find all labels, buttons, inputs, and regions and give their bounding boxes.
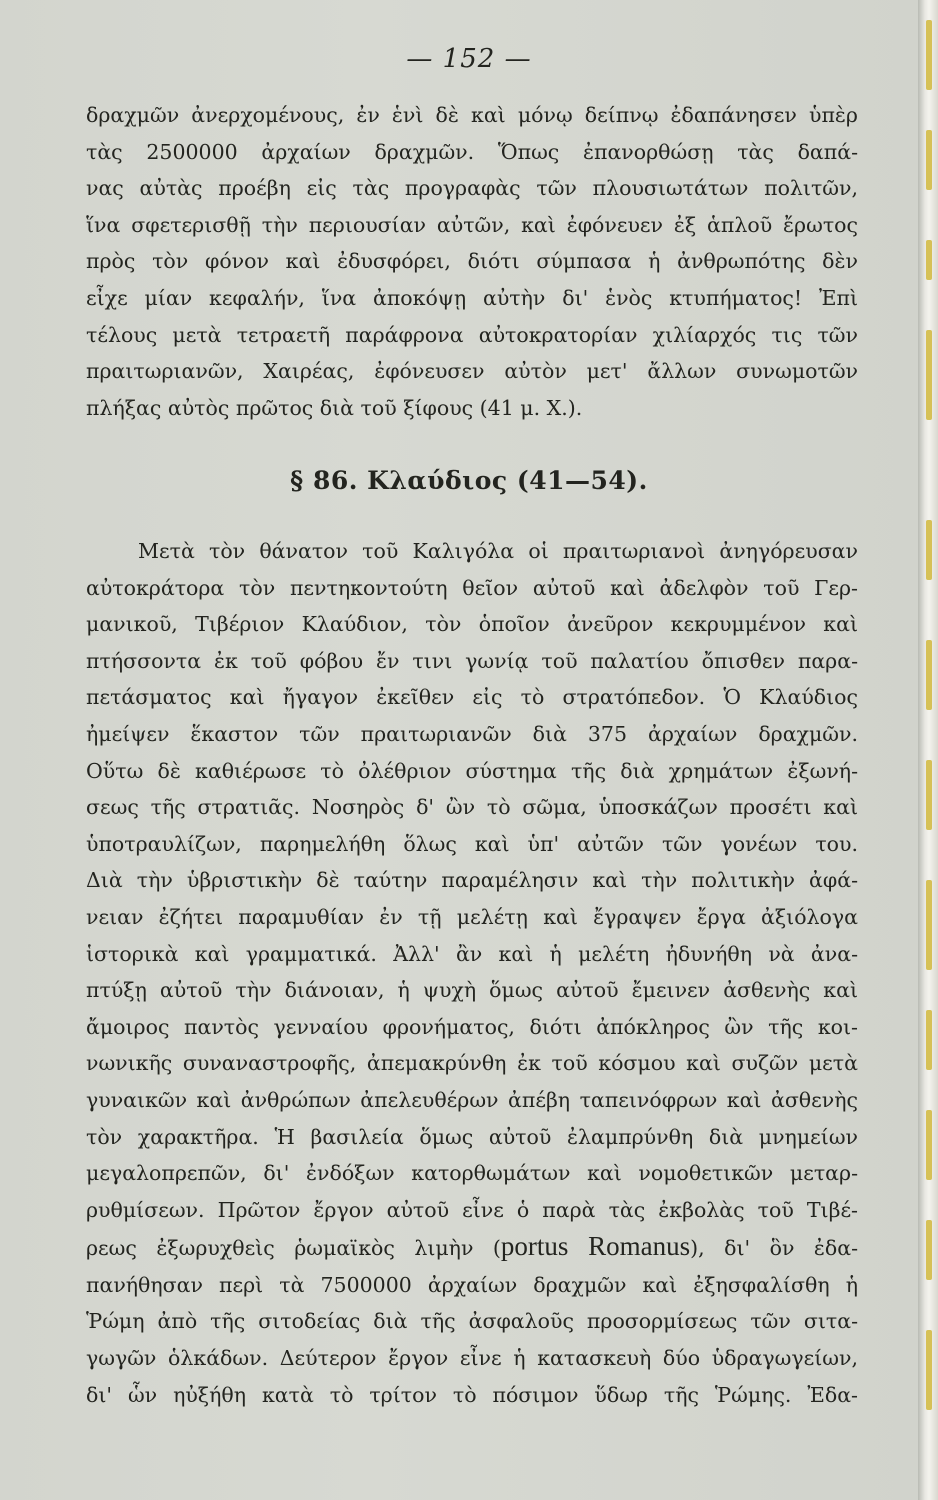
edge-mark bbox=[926, 880, 932, 970]
text-line: Διὰ τὴν ὑβριστικὴν δὲ ταύτην παραμέλησιν καὶ τὴν πολιτικὴν ἀφά- bbox=[86, 868, 858, 893]
text-line: δι' ὧν ηὐξήθη κατὰ τὸ τρίτον τὸ πόσιμον ὕδωρ τῆς Ῥώμης. Ἐδα- bbox=[86, 1382, 858, 1407]
page-edge bbox=[918, 0, 938, 1500]
text-line: νειαν ἐζήτει παραμυθίαν ἐν τῇ μελέτῃ καὶ ἔγραψεν ἔργα ἀξιόλογα bbox=[86, 904, 858, 929]
text-line: νωνικῆς συναναστροφῆς, ἀπεμακρύνθη ἐκ τοῦ κόσμου καὶ συζῶν μετὰ bbox=[86, 1051, 858, 1076]
text-line: Μετὰ τὸν θάνατον τοῦ Καλιγόλα οἱ πραιτωριανοὶ ἀνηγόρευσαν bbox=[138, 539, 858, 563]
edge-mark bbox=[926, 130, 932, 190]
text-line: δραχμῶν ἀνερχομένους, ἐν ἑνὶ δὲ καὶ μόνῳ δείπνῳ ἐδαπάνησεν ὑπὲρ bbox=[86, 103, 858, 127]
text-line: πραιτωριανῶν, Χαιρέας, ἐφόνευσεν αὐτὸν μετ' ἄλλων συνωμοτῶν bbox=[86, 359, 858, 384]
text-line: μεγαλοπρεπῶν, δι' ἐνδόξων κατορθωμάτων καὶ νομοθετικῶν μεταρ- bbox=[86, 1161, 858, 1186]
edge-mark bbox=[926, 1010, 932, 1070]
text-line: τὰς 2500000 ἀρχαίων δραχμῶν. Ὅπως ἐπανορθώσῃ τὰς δαπά- bbox=[86, 139, 858, 164]
edge-mark bbox=[926, 1110, 932, 1180]
text-line: τέλους μετὰ τετραετῆ παράφρονα αὐτοκρατορίαν χιλίαρχός τις τῶν bbox=[86, 322, 858, 347]
paragraph-caligula-end bbox=[86, 97, 858, 426]
text-line: αὐτοκράτορα τὸν πεντηκοντούτη θεῖον αὐτοῦ καὶ ἀδελφὸν τοῦ Γερ- bbox=[86, 575, 858, 600]
edge-mark bbox=[926, 760, 932, 830]
text-line: ἠμείψεν ἕκαστον τῶν πραιτωριανῶν διὰ 375 ἀρχαίων δραχμῶν. bbox=[86, 721, 858, 746]
text-line: τὸν χαρακτῆρα. Ἡ βασιλεία ὅμως αὐτοῦ ἐλαμπρύνθη διὰ μνημείων bbox=[86, 1124, 858, 1149]
text-line: ρυθμίσεων. Πρῶτον ἔργον αὐτοῦ εἶνε ὁ παρὰ τὰς ἐκβολὰς τοῦ Τιβέ- bbox=[86, 1197, 858, 1222]
text-line: πτύξῃ αὐτοῦ τὴν διάνοιαν, ἡ ψυχὴ ὅμως αὐτοῦ ἔμεινεν ἀσθενὴς καὶ bbox=[86, 978, 858, 1003]
text-line: σεως τῆς στρατιᾶς. Νοσηρὸς δ' ὢν τὸ σῶμα, ὑποσκάζων προσέτι καὶ bbox=[86, 795, 858, 820]
text-fragment: ), δι' ὃν ἐδα- bbox=[690, 1236, 858, 1261]
text-line: γωγῶν ὁλκάδων. Δεύτερον ἔργον εἶνε ἡ κατασκευὴ δύο ὑδραγωγείων, bbox=[86, 1346, 858, 1371]
edge-mark bbox=[926, 240, 932, 280]
text-line: νας αὐτὰς προέβη εἰς τὰς προγραφὰς τῶν πλουσιωτάτων πολιτῶν, bbox=[86, 176, 858, 201]
text-line: Οὕτω δὲ καθιέρωσε τὸ ὀλέθριον σύστημα τῆς διὰ χρημάτων ἐξωνή- bbox=[86, 758, 858, 783]
text-line: ἄμοιρος παντὸς γενναίου φρονήματος, διότι ἀπόκληρος ὢν τῆς κοι- bbox=[86, 1014, 858, 1039]
section-heading-claudius: § 86. Κλαύδιος (41—54). bbox=[290, 466, 648, 495]
edge-mark bbox=[926, 20, 932, 90]
edge-mark bbox=[926, 1330, 932, 1410]
text-line: πετάσματος καὶ ἤγαγον ἐκεῖθεν εἰς τὸ στρατόπεδον. Ὁ Κλαύδιος bbox=[86, 685, 858, 710]
text-line: γυναικῶν καὶ ἀνθρώπων ἀπελευθέρων ἀπέβη ταπεινόφρων καὶ ἀσθενὴς bbox=[86, 1087, 858, 1112]
page-number: — 152 — bbox=[406, 44, 532, 74]
edge-mark bbox=[926, 330, 932, 420]
text-line: πανήθησαν περὶ τὰ 7500000 ἀρχαίων δραχμῶν καὶ ἐξησφαλίσθη ἡ bbox=[86, 1272, 858, 1297]
edge-mark bbox=[926, 640, 932, 710]
text-line: εἶχε μίαν κεφαλήν, ἵνα ἀποκόψῃ αὐτὴν δι' ἑνὸς κτυπήματος! Ἐπὶ bbox=[86, 285, 858, 310]
paragraph-claudius bbox=[86, 533, 858, 1413]
edge-mark bbox=[926, 520, 932, 580]
text-line: πλήξας αὐτὸς πρῶτος διὰ τοῦ ξίφους (41 μ. Χ.). bbox=[86, 395, 583, 420]
text-line: ἵνα σφετερισθῇ τὴν περιουσίαν αὐτῶν, καὶ ἐφόνευεν ἐξ ἁπλοῦ ἔρωτος bbox=[86, 212, 858, 237]
text-line: πρὸς τὸν φόνον καὶ ἐδυσφόρει, διότι σύμπασα ἡ ἀνθρωπότης δὲν bbox=[86, 249, 858, 274]
text-fragment: ρεως ἐξωρυχθεὶς ῥωμαϊκὸς λιμὴν ( bbox=[86, 1236, 501, 1261]
text-line: Ῥώμη ἀπὸ τῆς σιτοδείας διὰ τῆς ἀσφαλοῦς προσορμίσεως τῶν σιτα- bbox=[86, 1309, 858, 1334]
text-line: μανικοῦ, Τιβέριον Κλαύδιον, τὸν ὁποῖον ἀνεῦρον κεκρυμμένον καὶ bbox=[86, 612, 858, 637]
text-line: πτήσσοντα ἐκ τοῦ φόβου ἔν τινι γωνίᾳ τοῦ παλατίου ὄπισθεν παρα- bbox=[86, 648, 858, 673]
text-line: ἱστορικὰ καὶ γραμματικά. Ἀλλ' ἂν καὶ ἡ μελέτη ἠδυνήθη νὰ ἀνα- bbox=[86, 941, 858, 966]
text-line: ὑποτραυλίζων, παρημελήθη ὅλως καὶ ὑπ' αὐτῶν τῶν γονέων του. bbox=[86, 831, 858, 856]
latin-phrase: portus Romanus bbox=[500, 1231, 691, 1262]
edge-mark bbox=[926, 1220, 932, 1280]
text-line-portus bbox=[86, 1228, 858, 1267]
